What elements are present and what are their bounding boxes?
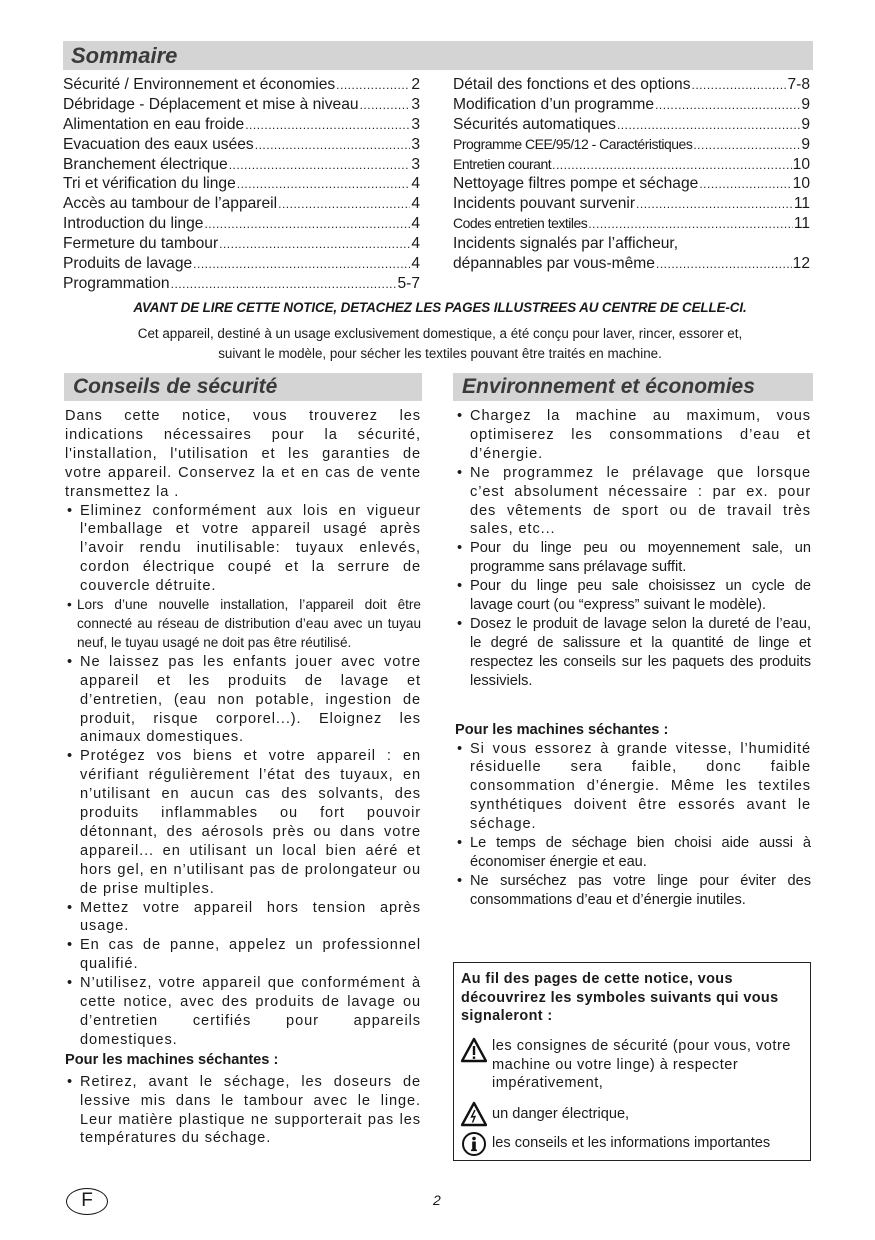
list-item: • N’utilisez, votre appareil que conformément à cette notice, avec des produits de lavage ou d’entretien certifiés pour appareils domestiques. [65,974,421,1050]
detach-pages-warning: AVANT DE LIRE CETTE NOTICE, DETACHEZ LES PAGES ILLUSTREES AU CENTRE DE CELLE-CI. [133,300,747,315]
toc-entry[interactable]: Sécurité / Environnement et économies ..... 2 [63,75,420,95]
securite-title: Conseils de sécurité [73,375,278,398]
sommaire-title: Sommaire [71,43,178,68]
list-item: • Si vous essorez à grande vitesse, l’humidité résiduelle sera faible, donc faible consommation d’énergie. Même les textiles synthétiques doivent être essorés avant le séchage. [455,740,811,835]
environnement-list [455,407,811,691]
symbol-electric: un danger électrique, [461,1101,807,1127]
toc-entry[interactable]: Introduction du linge ..... 4 [63,214,420,234]
toc-entry[interactable]: Codes entretien textiles ..... 11 [453,214,810,234]
list-item: • Pour du linge peu ou moyennement sale, un programme sans prélavage suffit. [455,539,811,577]
securite-sechantes-list [65,1073,421,1149]
list-item: • Ne surséchez pas votre linge pour éviter des consommations d’eau et d’énergie inutiles. [455,872,811,910]
toc-entry[interactable]: Tri et vérification du linge ..... 4 [63,174,420,194]
environnement-sechantes-heading: Pour les machines séchantes : [455,721,669,738]
environnement-header-bar [453,373,813,401]
sommaire-header-bar [63,41,813,70]
symbols-heading: Au fil des pages de cette notice, vous découvrirez les symboles suivants qui vous signaleront : [461,971,779,1024]
list-item: • En cas de panne, appelez un professionnel qualifié. [65,936,421,974]
list-item: • Le temps de séchage bien choisi aide aussi à économiser énergie et eau. [455,834,811,872]
toc-entry[interactable]: Nettoyage filtres pompe et séchage ..... 10 [453,174,810,194]
securite-intro: Dans cette notice, vous trouverez les indications nécessaires pour la sécurité, l'installation, l'utilisation et les garanties de votre appareil. Conservez la et en cas de vente transmettez la . [65,408,421,500]
toc-entry[interactable]: Détail des fonctions et des options ..... 7-8 [453,75,810,95]
securite-header-bar [64,373,422,401]
toc-entry[interactable]: Evacuation des eaux usées ..... 3 [63,135,420,155]
symbol-safety: les consignes de sécurité (pour vous, votre machine ou votre linge) à respecter impérativement, [461,1037,807,1093]
toc-entry[interactable]: Branchement électrique ..... 3 [63,155,420,175]
list-item: • Ne laissez pas les enfants jouer avec votre appareil et les produits de lavage et d’entretien, (eau non potable, ingestion de produit, risque corporel...). Eloignez les animaux domestiques. [65,653,421,748]
toc-entry[interactable]: dépannables par vous-même ..... 12 [453,254,810,274]
toc-entry[interactable]: Modification d’un programme ..... 9 [453,95,810,115]
info-icon [461,1131,487,1157]
list-item: • Eliminez conformément aux lois en vigueur l'emballage et votre appareil usagé après l’avoir rendu inutilisable: tuyaux enlevés, cordon électrique coupé et la serrure de couvercle détruite. [65,502,421,597]
toc-entry[interactable]: Programme CEE/95/12 - Caractéristiques ..... 9 [453,135,810,155]
appliance-intro: Cet appareil, destiné à un usage exclusivement domestique, a été conçu pour laver, rincer, essorer et, suivant le modèle, pour sécher les textiles pouvant être traités en machine. [137,326,743,361]
toc-entry[interactable]: Incidents pouvant survenir ..... 11 [453,194,810,214]
warning-triangle-icon [461,1037,487,1063]
list-item: • Retirez, avant le séchage, les doseurs de lessive mis dans le tambour avec le linge. Leur matière plastique ne supporterait pas les températures du séchage. [65,1073,421,1149]
environnement-column [455,407,811,910]
list-item: • Dosez le produit de lavage selon la dureté de l’eau, le degré de salissure et la quantité de linge et respectez les conseils sur les paquets des produits lessiviels. [455,615,811,691]
toc-entry[interactable]: Sécurités automatiques ..... 9 [453,115,810,135]
toc-left [63,75,420,294]
list-item: • Ne programmez le prélavage que lorsque c’est absolument nécessaire : par ex. pour des vêtements de sport ou de travail très sales, etc... [455,464,811,540]
toc-entry[interactable]: Alimentation en eau froide ..... 3 [63,115,420,135]
toc-entry[interactable]: Entretien courant ..... 10 [453,155,810,175]
toc-entry[interactable]: Produits de lavage ..... 4 [63,254,420,274]
list-item: • Pour du linge peu sale choisissez un cycle de lavage court (ou “express” suivant le modèle). [455,577,811,615]
page-number: 2 [433,1192,441,1208]
environnement-sechantes-list [455,740,811,910]
toc-right [453,75,810,274]
environnement-title: Environnement et économies [462,375,755,398]
securite-list [65,502,421,1050]
toc-entry[interactable]: Débridage - Déplacement et mise à niveau ..... 3 [63,95,420,115]
electric-danger-icon [461,1101,487,1127]
list-item: • Lors d’une nouvelle installation, l’appareil doit être connecté au réseau de distribution d’eau avec un tuyau neuf, le tuyau usagé ne doit pas être réutilisé. [65,596,421,653]
toc-entry[interactable]: Accès au tambour de l’appareil ..... 4 [63,194,420,214]
symbol-info: les conseils et les informations importantes [461,1131,807,1157]
language-badge: F [66,1188,108,1215]
toc-entry[interactable]: Incidents signalés par l’afficheur, [453,235,679,253]
securite-column [65,407,421,1148]
list-item: • Protégez vos biens et votre appareil : en vérifiant régulièrement l’état des tuyaux, en n’utilisant en aucun cas des solvants, des produits inflammables ou fort pouvoir détonnant, des aérosols près ou dans votre appareil... en utilisant un local bien aéré et hors gel, en n’utilisant pas de prolongateur ou de prise multiples. [65,747,421,898]
list-item: • Chargez la machine au maximum, vous optimiserez les consommations d’eau et d’énergie. [455,407,811,464]
symbols-legend-box [453,962,811,1161]
toc-entry[interactable]: Fermeture du tambour ..... 4 [63,234,420,254]
securite-sechantes-heading: Pour les machines séchantes : [65,1051,279,1068]
list-item: • Mettez votre appareil hors tension après usage. [65,899,421,937]
toc-entry[interactable]: Programmation ..... 5-7 [63,274,420,294]
